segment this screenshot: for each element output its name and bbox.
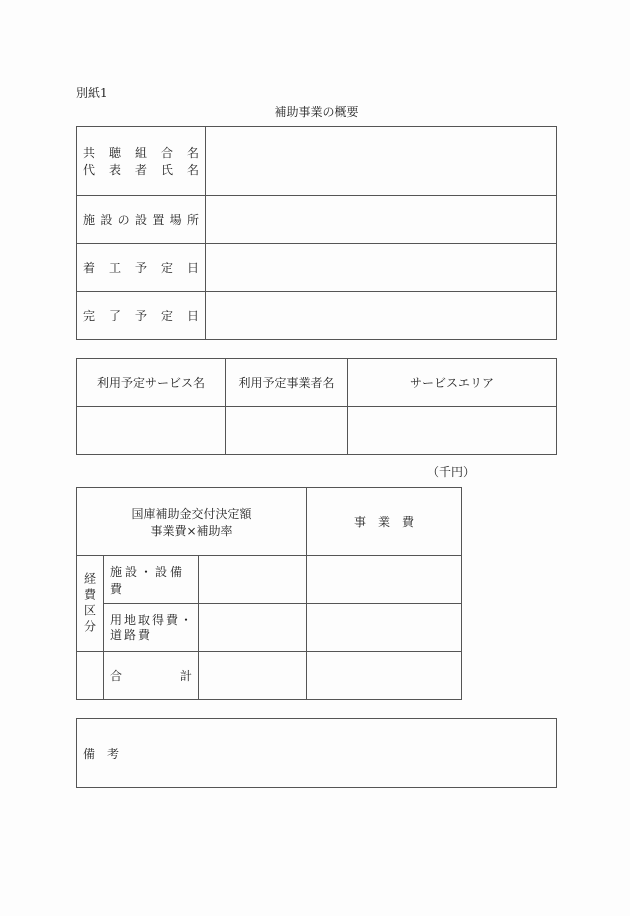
table-row <box>77 244 557 292</box>
remarks-label: 備 考 <box>83 746 120 761</box>
cost-table <box>76 487 462 700</box>
header-provider-name: 利用予定事業者名 <box>226 359 348 407</box>
service-table <box>76 358 557 455</box>
facility-cost-field[interactable] <box>307 556 462 604</box>
label-installation-location: 施 設 の 設 置 場 所 <box>83 213 199 227</box>
facility-subsidy-field[interactable] <box>199 556 307 604</box>
provider-name-field[interactable] <box>226 407 348 455</box>
header-subsidy-amount <box>77 488 307 556</box>
header-subsidy-line2: 事業費×補助率 <box>150 523 233 538</box>
table-header-row <box>77 359 557 407</box>
table-header-row <box>77 488 462 556</box>
document-id: 別紙1 <box>76 86 108 100</box>
remarks-cell[interactable] <box>77 719 557 788</box>
row-label-facility: 施設・設備費 <box>104 556 199 604</box>
service-area-field[interactable] <box>348 407 557 455</box>
table-row <box>77 196 557 244</box>
table-row <box>77 652 462 700</box>
total-cost-field[interactable] <box>307 652 462 700</box>
installation-location-field[interactable] <box>206 196 557 244</box>
label-cell <box>77 196 206 244</box>
total-label: 合 計 <box>110 669 192 683</box>
empty-cell <box>77 652 104 700</box>
land-subsidy-field[interactable] <box>199 604 307 652</box>
table-row <box>77 556 462 604</box>
row-label-total <box>104 652 199 700</box>
header-service-area: サービスエリア <box>348 359 557 407</box>
category-label: 経費区分 <box>77 556 104 652</box>
start-date-field[interactable] <box>206 244 557 292</box>
label-cell <box>77 292 206 340</box>
service-name-field[interactable] <box>77 407 226 455</box>
table-row <box>77 292 557 340</box>
table-row <box>77 604 462 652</box>
header-service-name: 利用予定サービス名 <box>77 359 226 407</box>
label-cell <box>77 127 206 196</box>
table-row <box>77 127 557 196</box>
association-representative-field[interactable] <box>206 127 557 196</box>
row-label-land: 用地取得費・道路費 <box>104 604 199 652</box>
unit-label: （千円） <box>427 465 476 479</box>
label-completion-date: 完 了 予 定 日 <box>83 309 199 323</box>
label-cell <box>77 244 206 292</box>
land-cost-field[interactable] <box>307 604 462 652</box>
header-subsidy-line1: 国庫補助金交付決定額 <box>131 506 252 521</box>
completion-date-field[interactable] <box>206 292 557 340</box>
label-association-name: 共 聴 組 合 名 <box>83 146 199 160</box>
header-project-cost: 事 業 費 <box>307 488 462 556</box>
overview-table <box>76 126 557 340</box>
remarks-table <box>76 718 557 788</box>
document-title: 補助事業の概要 <box>274 105 359 119</box>
table-row <box>77 407 557 455</box>
label-start-date: 着 工 予 定 日 <box>83 261 199 275</box>
label-representative-name: 代 表 者 氏 名 <box>83 163 199 177</box>
total-subsidy-field[interactable] <box>199 652 307 700</box>
